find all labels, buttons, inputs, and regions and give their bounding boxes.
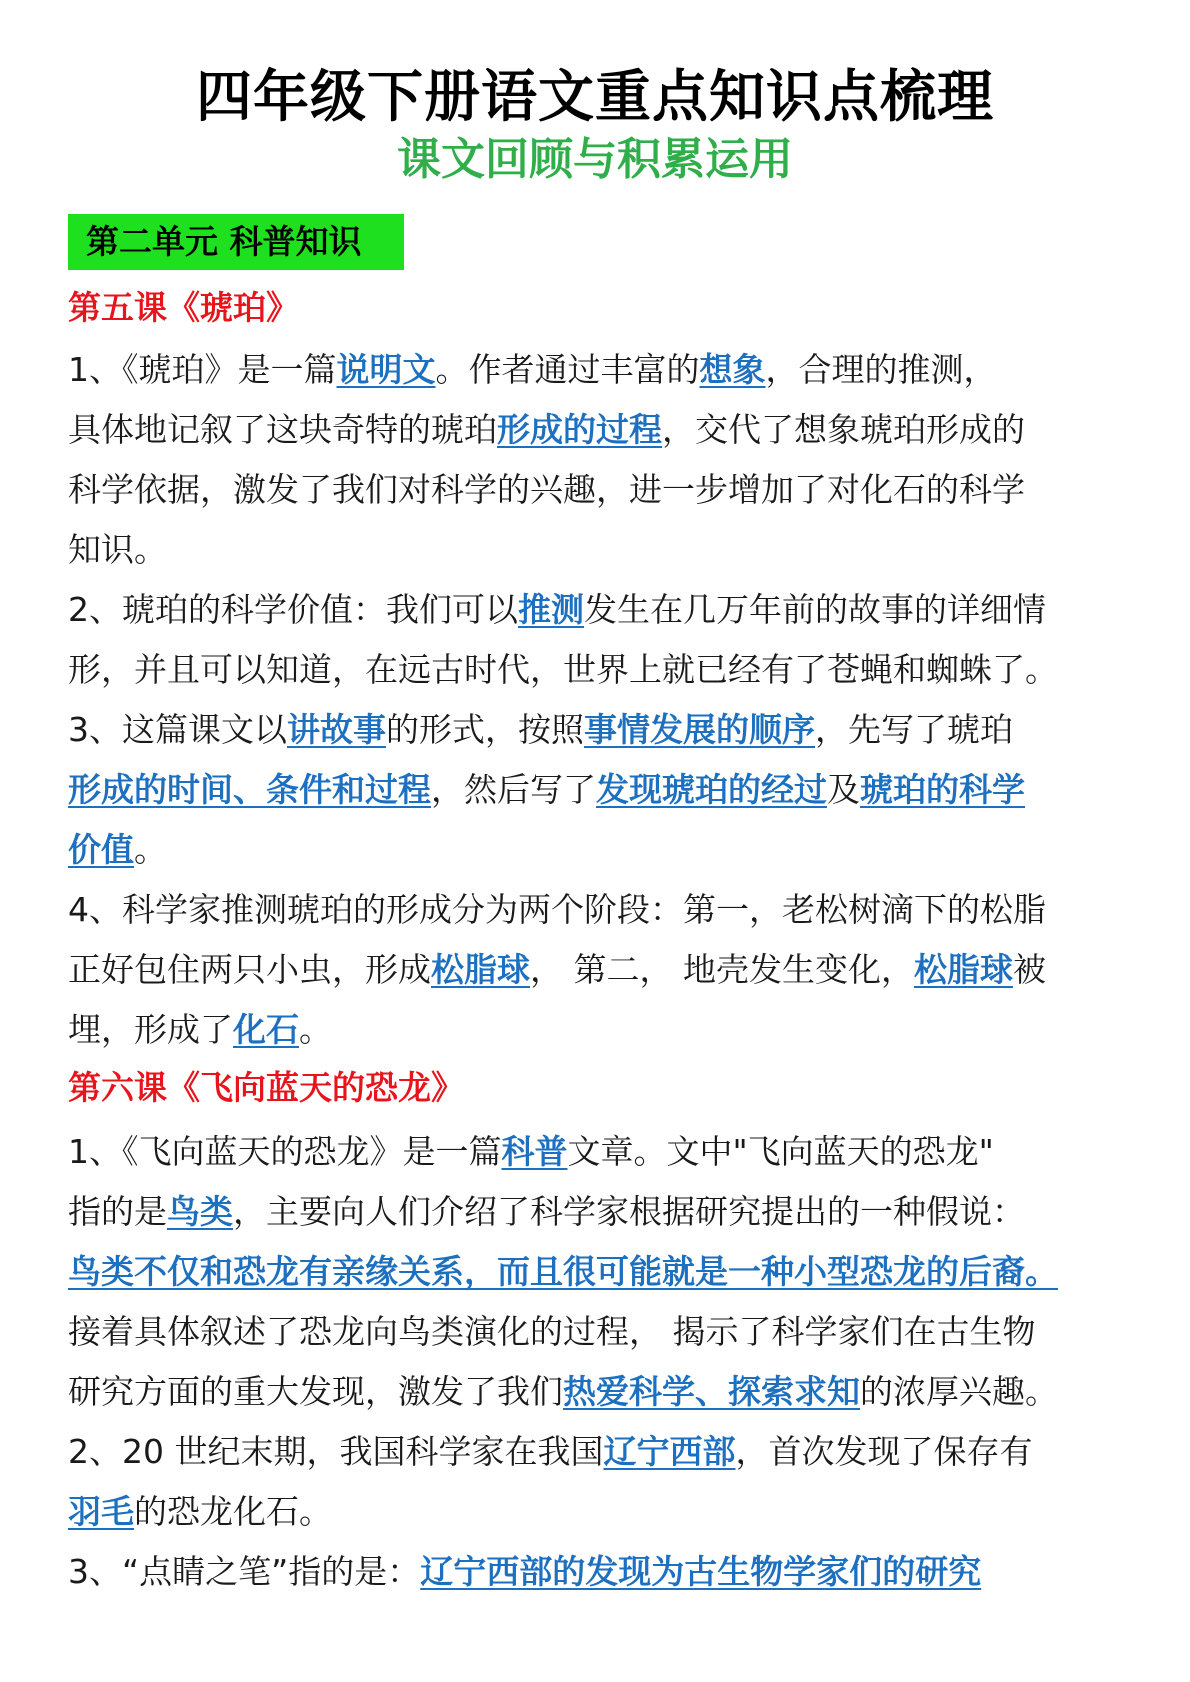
- key-term: 形成的时间、条件和过程: [68, 770, 431, 809]
- text-segment: ，主要向人们介绍了科学家根据研究提出的一种假说：: [233, 1192, 1025, 1231]
- text-segment: 文章。文中"飞向蓝天的恐龙": [567, 1132, 994, 1171]
- text-line: [68, 1242, 1128, 1302]
- key-term: 琥珀的科学: [860, 770, 1025, 809]
- key-term: 发现琥珀的经过: [596, 770, 827, 809]
- text-segment: 1、《琥珀》是一篇: [68, 350, 337, 389]
- text-segment: 1、《飞向蓝天的恐龙》是一篇: [68, 1132, 502, 1171]
- text-segment: 2、琥珀的科学价值：我们可以: [68, 590, 518, 629]
- key-term: 事情发展的顺序: [584, 710, 815, 749]
- text-segment: ，合理的推测，: [765, 350, 997, 389]
- text-line: [68, 1362, 1128, 1422]
- key-term: 松脂球: [913, 950, 1013, 989]
- key-term: 说明文: [336, 350, 436, 389]
- text-line: [68, 520, 1128, 580]
- key-term: 讲故事: [287, 710, 386, 749]
- text-segment: 。: [134, 830, 167, 869]
- page-title: 四年级下册语文重点知识点梳理: [196, 65, 994, 130]
- lesson5-heading: 第五课《琥珀》: [68, 288, 299, 327]
- text-segment: 正好包住两只小虫，形成: [68, 950, 431, 989]
- text-line: [68, 460, 1128, 520]
- text-segment: ， 第二， 地壳发生变化，: [530, 950, 914, 989]
- key-term: 科普: [501, 1132, 568, 1171]
- text-line: [68, 1422, 1128, 1482]
- key-term: 形成的过程: [497, 410, 662, 449]
- text-line: [68, 1482, 1128, 1542]
- key-term: 想象: [699, 350, 766, 389]
- text-line: [68, 1000, 1128, 1060]
- lesson6-body: [68, 1122, 1128, 1602]
- key-term: 鸟类: [167, 1192, 233, 1231]
- text-segment: 埋，形成了: [68, 1010, 233, 1049]
- text-segment: 科学依据，激发了我们对科学的兴趣，进一步增加了对化石的科学: [68, 470, 1025, 509]
- text-line: [68, 760, 1128, 820]
- text-line: [68, 1542, 1128, 1602]
- text-segment: 4、科学家推测琥珀的形成分为两个阶段：第一，老松树滴下的松脂: [68, 890, 1046, 929]
- text-line: [68, 820, 1128, 880]
- key-term: 热爱科学、探索求知: [563, 1372, 860, 1411]
- key-term: 松脂球: [431, 950, 530, 989]
- text-segment: 指的是: [68, 1192, 167, 1231]
- key-term: 价值: [68, 830, 134, 869]
- text-segment: ，首次发现了保存有: [735, 1432, 1033, 1471]
- text-line: [68, 1122, 1128, 1182]
- text-segment: ，交代了想象琥珀形成的: [662, 410, 1025, 449]
- key-term: 推测: [518, 590, 584, 629]
- text-segment: 被: [1012, 950, 1046, 989]
- text-line: [68, 940, 1128, 1000]
- text-line: [68, 340, 1128, 400]
- text-segment: 的形式，按照: [386, 710, 584, 749]
- text-segment: 的恐龙化石。: [134, 1492, 332, 1531]
- text-segment: 3、“点睛之笔”指的是：: [68, 1552, 421, 1591]
- text-segment: 形，并且可以知道，在远古时代，世界上就已经有了苍蝇和蜘蛛了。: [68, 650, 1058, 689]
- text-segment: 研究方面的重大发现，激发了我们: [68, 1372, 563, 1411]
- lesson6-heading: 第六课《飞向蓝天的恐龙》: [68, 1068, 464, 1107]
- text-segment: 。作者通过丰富的: [435, 350, 700, 389]
- key-term: 鸟类不仅和恐龙有亲缘关系，而且很可能就是一种小型恐龙的后裔。: [68, 1252, 1058, 1291]
- page-subtitle: 课文回顾与积累运用: [397, 134, 793, 185]
- text-line: [68, 880, 1128, 940]
- unit-banner: 第二单元 科普知识: [68, 214, 404, 270]
- text-segment: 2、20 世纪末期，我国科学家在我国: [68, 1432, 604, 1471]
- text-line: [68, 580, 1128, 640]
- key-term: 化石: [233, 1010, 299, 1049]
- text-segment: 发生在几万年前的故事的详细情: [584, 590, 1046, 629]
- text-segment: 具体地记叙了这块奇特的琥珀: [68, 410, 497, 449]
- text-segment: 3、这篇课文以: [68, 710, 287, 749]
- text-segment: ，然后写了: [431, 770, 596, 809]
- text-segment: 及: [827, 770, 860, 809]
- text-line: [68, 1302, 1128, 1362]
- text-segment: 知识。: [68, 530, 167, 569]
- text-segment: ，先写了琥珀: [815, 710, 1013, 749]
- text-segment: 接着具体叙述了恐龙向鸟类演化的过程， 揭示了科学家们在古生物: [68, 1312, 1036, 1351]
- key-term: 羽毛: [68, 1492, 134, 1531]
- text-line: [68, 1182, 1128, 1242]
- lesson5-body: [68, 340, 1128, 1060]
- text-line: [68, 640, 1128, 700]
- key-term: 辽宁西部的发现为古生物学家们的研究: [420, 1552, 982, 1591]
- text-line: [68, 400, 1128, 460]
- text-segment: 。: [299, 1010, 332, 1049]
- text-line: [68, 700, 1128, 760]
- key-term: 辽宁西部: [603, 1432, 736, 1471]
- text-segment: 的浓厚兴趣。: [860, 1372, 1058, 1411]
